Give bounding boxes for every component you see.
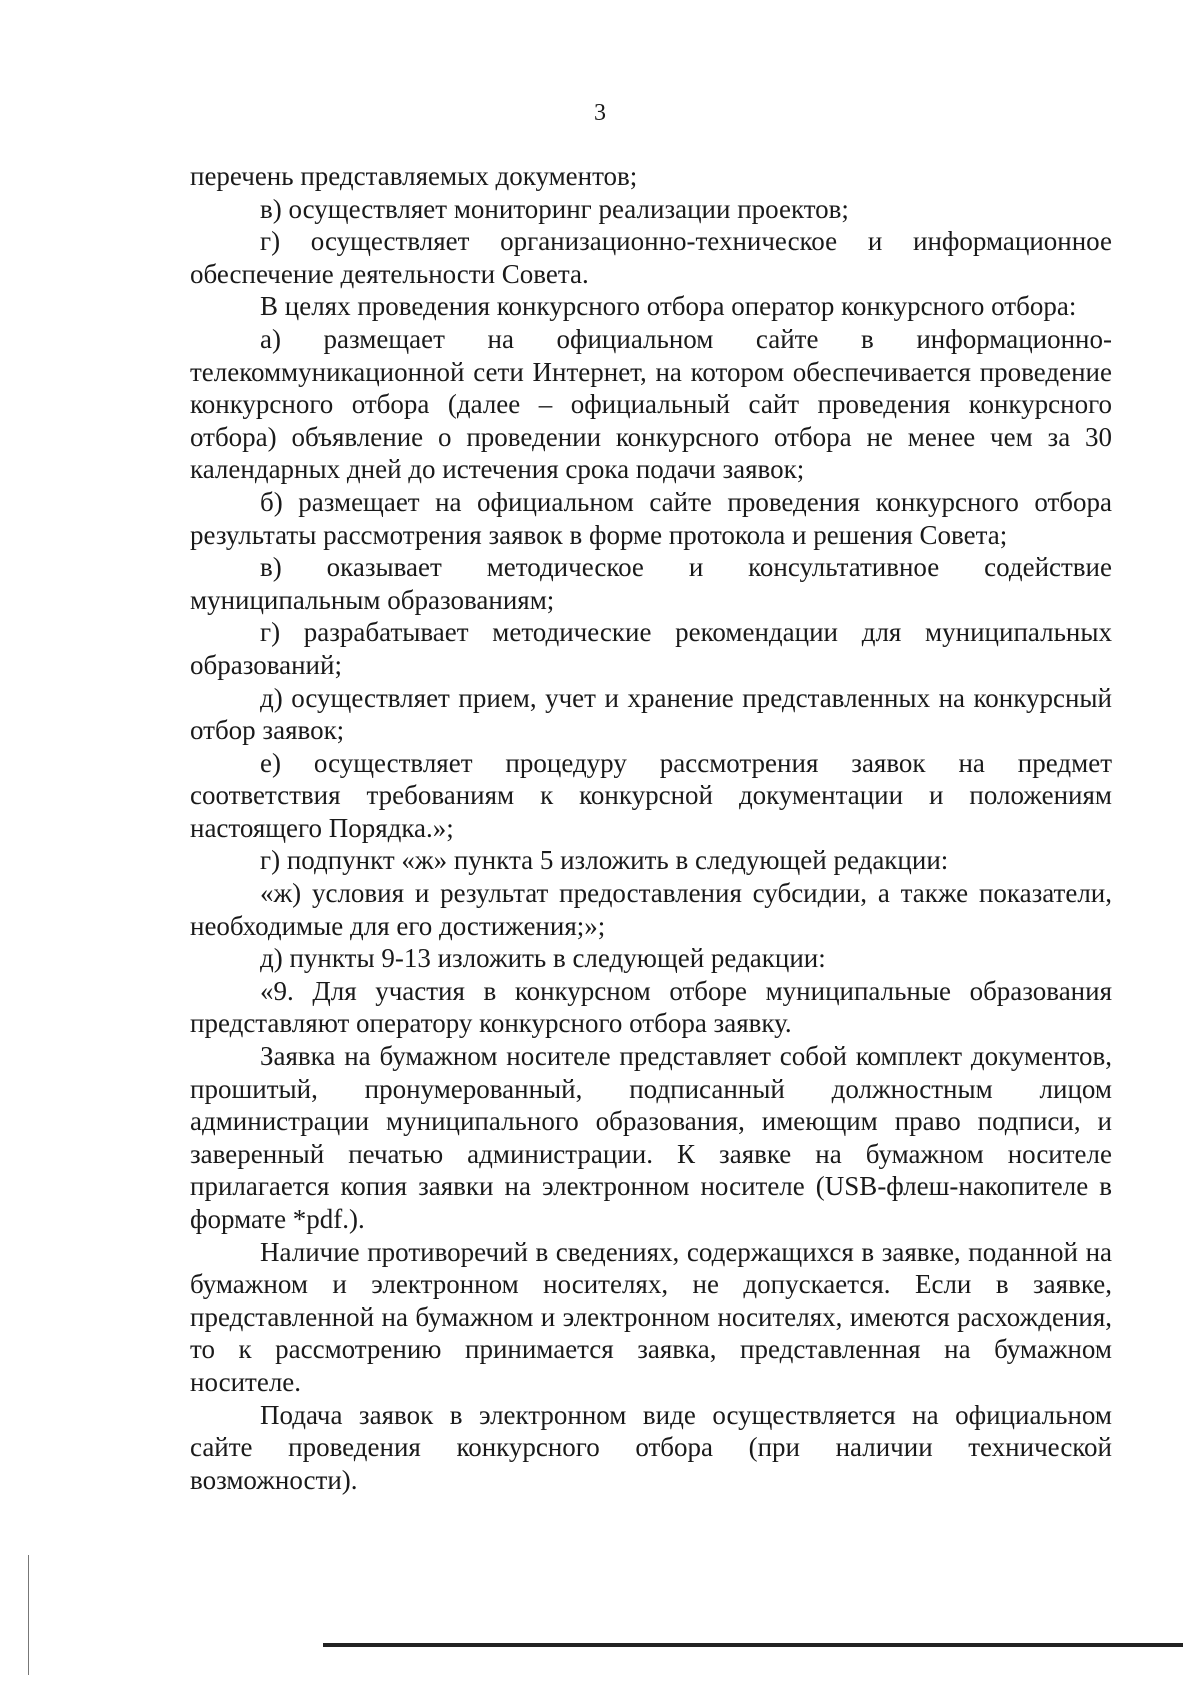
paragraph-documents-list-continued: перечень представляемых документов; [190,161,638,191]
document-body [190,160,1112,1496]
paragraph-item-v-assistance: в) оказывает методическое и консультативное содействие муниципальным образованиям; [190,552,1112,615]
scan-bottom-line [323,1643,1183,1647]
paragraph-item-e-review: е) осуществляет процедуру рассмотрения заявок на предмет соответствия требованиям к конкурсной документации и положениям настоящего Порядка.»; [190,747,1112,843]
paragraph-item-b-results: б) размещает на официальном сайте проведения конкурсного отбора результаты рассмотрения заявок в форме протокола и решения Совета; [190,486,1112,550]
scan-edge-line [28,1555,29,1675]
paragraph-contradictions: Наличие противоречий в сведениях, содержащихся в заявке, поданной на бумажном и электронном носителях, не допускается. Если в заявке, представленной на бумажном и электронном носителях, имеются расхождения, то к рассмотрению принимается заявка, представленная на бумажном носителе. [190,1236,1112,1397]
paragraph-operator-intro: В целях проведения конкурсного отбора оператор конкурсного отбора: [260,291,1077,322]
paragraph-item-g-support: г) осуществляет организационно-техническое и информационное обеспечение деятельности Совета. [190,226,1112,289]
paragraph-item-g-recommendations: г) разрабатывает методические рекомендации для муниципальных образований; [190,617,1112,680]
paragraph-item-d-storage: д) осуществляет прием, учет и хранение представленных на конкурсный отбор заявок; [190,682,1112,746]
paragraph-electronic-submission: Подача заявок в электронном виде осуществляется на официальном сайте проведения конкурсного отбора (при наличии технической возможности). [190,1399,1112,1495]
paragraph-item-v-monitoring: в) осуществляет мониторинг реализации проектов; [260,193,849,224]
page-number: 3 [594,100,606,126]
paragraph-subitem-zh: «ж) условия и результат предоставления субсидии, а также показатели, необходимые для его достижения;»; [190,878,1112,941]
paragraph-paper-application: Заявка на бумажном носителе представляет собой комплект документов, прошитый, пронумерованный, подписанный должностным лицом администрации муниципального образования, имеющим право подписи, и заверенный печатью администрации. К заявке на бумажном носителе прилагается копия заявки на электронном носителе (USB-флеш-накопителе в формате *pdf.). [190,1041,1112,1234]
paragraph-amendment-d: д) пункты 9-13 изложить в следующей редакции: [260,943,826,974]
paragraph-amendment-g: г) подпункт «ж» пункта 5 изложить в следующей редакции: [260,845,949,876]
paragraph-clause-9: «9. Для участия в конкурсном отборе муниципальные образования представляют оператору конкурсного отбора заявку. [190,975,1112,1039]
paragraph-item-a-announcement: а) размещает на официальном сайте в информационно-телекоммуникационной сети Интернет, на котором обеспечивается проведение конкурсного отбора (далее – официальный сайт проведения конкурсного отбора) объявление о проведении конкурсного отбора не менее чем за 30 календарных дней до истечения срока подачи заявок; [190,323,1112,485]
